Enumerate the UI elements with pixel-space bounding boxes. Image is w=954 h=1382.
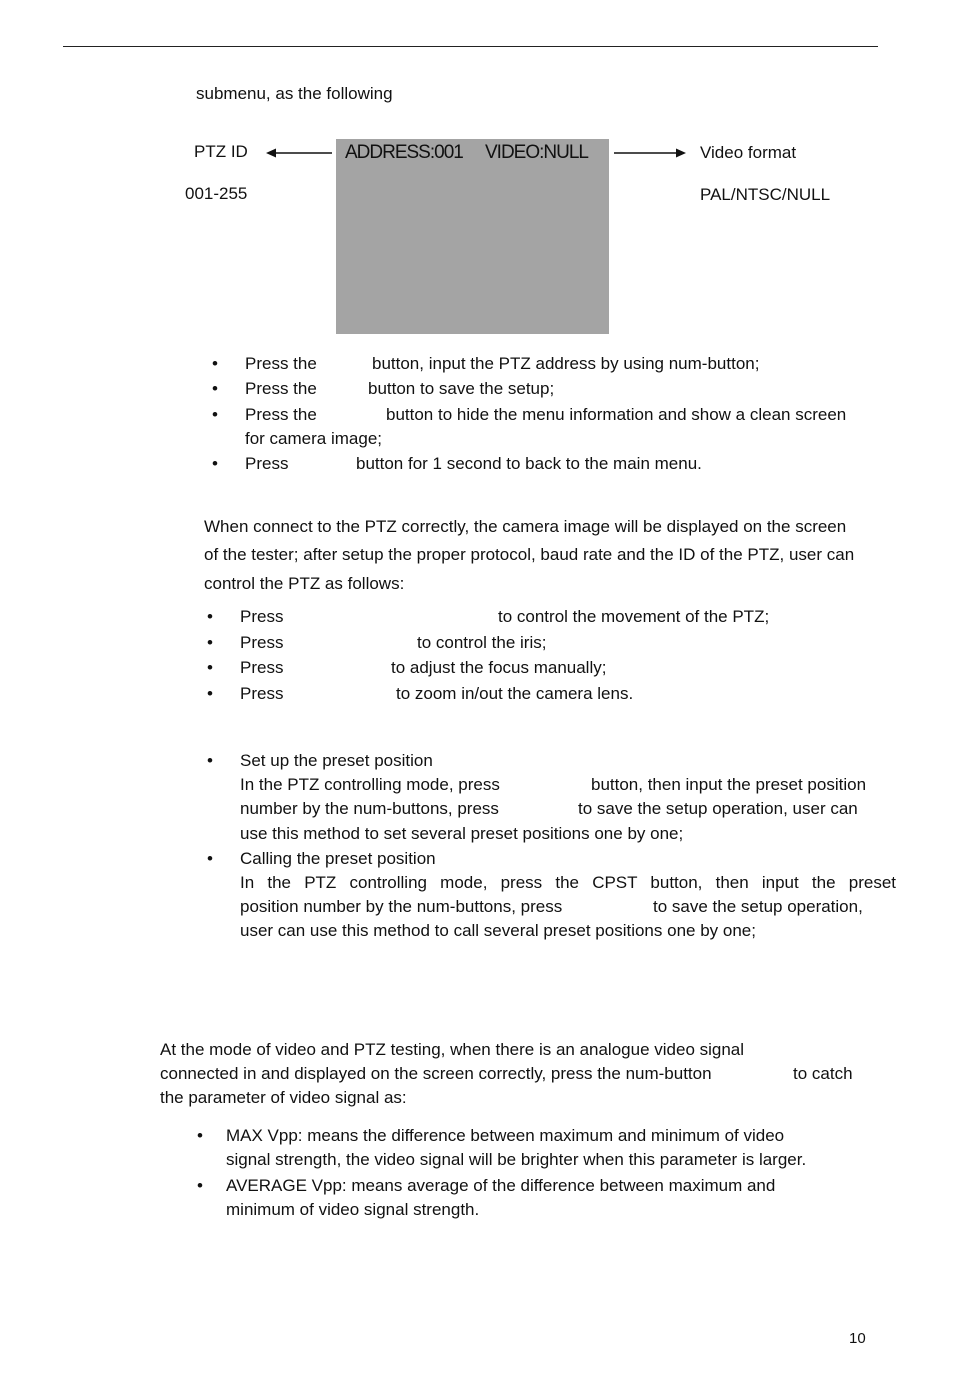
paragraph-line: At the mode of video and PTZ testing, when there is an analogue video signal (160, 1040, 745, 1059)
list-item: minimum of video signal strength. (226, 1200, 480, 1219)
video-format-label: Video format (700, 143, 797, 162)
list-item: MAX Vpp: means the difference between maximum and minimum of video (226, 1126, 785, 1145)
bullet-icon: • (207, 751, 213, 770)
list-item: Press (240, 607, 284, 626)
list-item: button for 1 second to back to the main menu. (356, 454, 702, 473)
list-item: for camera image; (245, 429, 382, 448)
list-item: button, input the PTZ address by using num-button; (372, 354, 760, 373)
ptz-id-range: 001-255 (185, 184, 248, 203)
paragraph-line: number by the num-buttons, press (240, 799, 499, 818)
bullet-icon: • (207, 684, 213, 703)
paragraph-line: control the PTZ as follows: (204, 574, 405, 593)
paragraph-line: to save the setup operation, user can (578, 799, 858, 818)
video-format-range: PAL/NTSC/NULL (700, 185, 831, 204)
paragraph-line: to catch (793, 1064, 853, 1083)
paragraph-line: In the PTZ controlling mode, press the CPST button, then input the preset (240, 873, 896, 892)
list-item: Press the (245, 379, 317, 398)
paragraph-line: to save the setup operation, (653, 897, 863, 916)
right-arrow-icon (612, 146, 688, 160)
list-item: signal strength, the video signal will be brighter when this parameter is larger. (226, 1150, 807, 1169)
preset-call-title: Calling the preset position (240, 849, 436, 868)
bullet-icon: • (207, 633, 213, 652)
list-item: Press the (245, 354, 317, 373)
bullet-icon: • (207, 849, 213, 868)
paragraph-line: When connect to the PTZ correctly, the camera image will be displayed on the screen (204, 517, 847, 536)
bullet-icon: • (212, 454, 218, 473)
preset-set-title: Set up the preset position (240, 751, 433, 770)
list-item: Press the (245, 405, 317, 424)
paragraph-line: user can use this method to call several preset positions one by one; (240, 921, 756, 940)
paragraph-line: connected in and displayed on the screen correctly, press the num-button (160, 1064, 712, 1083)
left-arrow-icon (266, 146, 334, 160)
list-item: Press (240, 684, 284, 703)
list-item: Press (245, 454, 289, 473)
paragraph-line: position number by the num-buttons, press (240, 897, 563, 916)
paragraph-line: button, then input the preset position (591, 775, 867, 794)
bullet-icon: • (197, 1126, 203, 1145)
header-rule (63, 46, 878, 47)
list-item: button to save the setup; (368, 379, 555, 398)
bullet-icon: • (212, 405, 218, 424)
bullet-icon: • (212, 354, 218, 373)
screen-display (336, 139, 609, 334)
screen-video: VIDEO:NULL (485, 142, 588, 163)
bullet-icon: • (197, 1176, 203, 1195)
list-item: Press (240, 633, 284, 652)
list-item: to adjust the focus manually; (391, 658, 607, 677)
bullet-icon: • (207, 658, 213, 677)
list-item: to control the iris; (417, 633, 547, 652)
ptz-id-label: PTZ ID (194, 142, 248, 161)
paragraph-line: the parameter of video signal as: (160, 1088, 407, 1107)
paragraph-line: use this method to set several preset positions one by one; (240, 824, 684, 843)
bullet-icon: • (207, 607, 213, 626)
paragraph-line: of the tester; after setup the proper protocol, baud rate and the ID of the PTZ, user can (204, 545, 855, 564)
screen-address: ADDRESS:001 (345, 142, 463, 163)
paragraph-line: In the PTZ controlling mode, press (240, 775, 500, 794)
list-item: to control the movement of the PTZ; (498, 607, 770, 626)
intro-text: submenu, as the following (196, 84, 393, 103)
list-item: Press (240, 658, 284, 677)
list-item: button to hide the menu information and show a clean screen (386, 405, 847, 424)
bullet-icon: • (212, 379, 218, 398)
list-item: AVERAGE Vpp: means average of the difference between maximum and (226, 1176, 776, 1195)
list-item: to zoom in/out the camera lens. (396, 684, 634, 703)
page-number: 10 (849, 1330, 866, 1347)
